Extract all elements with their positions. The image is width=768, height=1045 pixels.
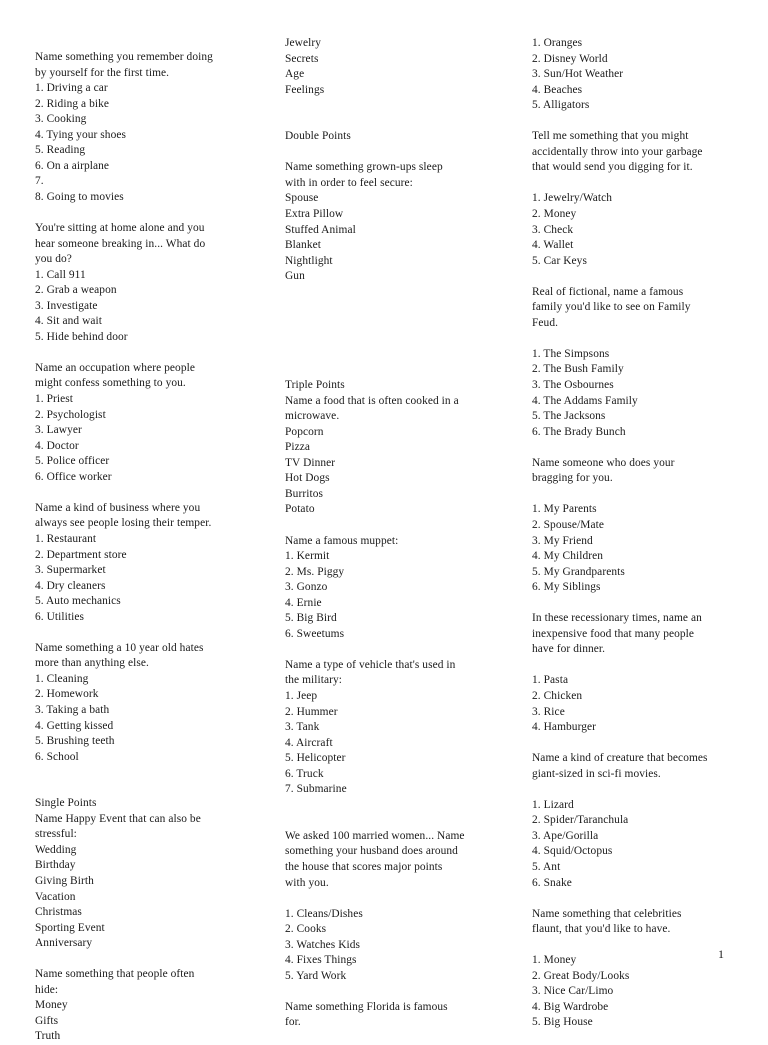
question-block <box>532 907 754 1031</box>
question-block <box>35 501 257 625</box>
answer-item: 2. Great Body/Looks <box>532 969 630 982</box>
question-block <box>532 751 754 891</box>
answer-item: 6. On a airplane <box>35 159 110 172</box>
vertical-spacer <box>285 642 507 658</box>
answer-item: 4. Sit and wait <box>35 315 103 328</box>
answer-item: Wedding <box>35 843 77 856</box>
answer-item: Vacation <box>35 890 76 903</box>
answer-item: 3. Nice Car/Limo <box>532 985 614 998</box>
answer-item: 1. Pasta <box>532 674 569 687</box>
answer-item: 2. Hummer <box>285 705 338 718</box>
answer-item: Feelings <box>285 83 325 96</box>
answer-item: Birthday <box>35 859 76 872</box>
answer-item: 3. Tank <box>285 721 320 734</box>
answer-item: 5. Hide behind door <box>35 330 128 343</box>
question-block <box>285 829 507 984</box>
answer-item: Hot Dogs <box>285 472 330 485</box>
answer-item: 4. Squid/Octopus <box>532 845 613 858</box>
question-block <box>285 534 507 643</box>
answer-item: 2. Homework <box>35 688 99 701</box>
answer-item: Gifts <box>35 1014 59 1027</box>
question-prompt-line: We asked 100 married women... Name <box>285 829 465 842</box>
column-top-offset <box>532 0 754 36</box>
answer-item: 4. Big Wardrobe <box>532 1000 609 1013</box>
answer-item: Popcorn <box>285 425 324 438</box>
question-prompt-line: more than anything else. <box>35 657 149 670</box>
question-prompt-line: family you'd like to see on Family <box>532 301 691 314</box>
answer-item: 2. Spider/Taranchula <box>532 814 629 827</box>
answer-item: 1. Restaurant <box>35 532 97 545</box>
question-prompt-line: Real of fictional, name a famous <box>532 285 684 298</box>
question-prompt-line: Feud. <box>532 316 559 329</box>
answer-item: 3. Investigate <box>35 299 98 312</box>
answer-item: Giving Birth <box>35 874 94 887</box>
answer-item: 4. Beaches <box>532 83 583 96</box>
answer-item: 1. Cleans/Dishes <box>285 907 363 920</box>
answer-item: Money <box>35 999 68 1012</box>
question-prompt-line: with you. <box>285 876 329 889</box>
vertical-spacer <box>532 736 754 752</box>
vertical-spacer <box>532 176 754 192</box>
vertical-spacer <box>532 658 754 674</box>
vertical-spacer <box>532 487 754 503</box>
vertical-spacer <box>532 440 754 456</box>
answer-item: 6. Snake <box>532 876 572 889</box>
answer-item: TV Dinner <box>285 456 336 469</box>
question-prompt-line: hear someone breaking in... What do <box>35 237 206 250</box>
question-prompt-line: Name something grown-ups sleep <box>285 161 443 174</box>
answer-item: 4. Tying your shoes <box>35 128 127 141</box>
question-prompt-line: Name someone who does your <box>532 456 675 469</box>
answer-item: 5. Auto mechanics <box>35 595 121 608</box>
answer-item: 3. Ape/Gorilla <box>532 829 599 842</box>
vertical-spacer <box>532 331 754 347</box>
answer-item: 7. Submarine <box>285 783 347 796</box>
question-prompt-line: have for dinner. <box>532 643 606 656</box>
question-prompt-line: giant-sized in sci-fi movies. <box>532 767 661 780</box>
answer-item: Secrets <box>285 52 319 65</box>
vertical-spacer <box>285 798 507 829</box>
vertical-spacer <box>35 765 257 796</box>
answer-item: 5. Big House <box>532 1016 593 1029</box>
vertical-spacer <box>285 285 507 378</box>
answer-item: 2. Spouse/Mate <box>532 518 604 531</box>
question-block <box>35 967 257 1045</box>
question-block <box>35 641 257 765</box>
question-prompt-line: flaunt, that you'd like to have. <box>532 923 671 936</box>
question-section <box>285 129 507 284</box>
question-prompt-line: the house that scores major points <box>285 861 443 873</box>
answer-item: 3. Taking a bath <box>35 703 110 716</box>
answer-item: 2. Ms. Piggy <box>285 565 345 578</box>
answer-item: Sporting Event <box>35 921 105 934</box>
question-block <box>35 221 257 345</box>
answer-item: 2. Psychologist <box>35 408 106 421</box>
answer-item: 5. Big Bird <box>285 612 337 625</box>
question-block <box>285 1000 507 1031</box>
answer-item: 1. Jeep <box>285 689 318 702</box>
question-prompt-line: that would send you digging for it. <box>532 161 693 174</box>
answer-item: 1. Lizard <box>532 798 574 811</box>
question-block <box>532 36 754 114</box>
vertical-spacer <box>35 345 257 361</box>
answer-item: 6. Office worker <box>35 470 112 483</box>
answer-item: 5. My Grandparents <box>532 565 625 578</box>
answer-item: 1. Call 911 <box>35 268 86 281</box>
vertical-spacer <box>35 625 257 641</box>
answer-item: 1. Priest <box>35 393 74 406</box>
question-prompt-line: stressful: <box>35 828 77 841</box>
answer-item: Jewelry <box>285 37 321 49</box>
answer-item: Blanket <box>285 239 321 252</box>
question-section <box>285 378 507 518</box>
section-heading: Triple Points <box>285 379 345 392</box>
question-prompt-line: Name Happy Event that can also be <box>35 812 201 825</box>
vertical-spacer <box>285 518 507 534</box>
answer-item: 6. Sweetums <box>285 627 345 640</box>
answer-item: 3. Supermarket <box>35 564 106 577</box>
answer-item: 3. Sun/Hot Weather <box>532 68 624 81</box>
question-prompt-line: Name a kind of creature that becomes <box>532 752 708 765</box>
vertical-spacer <box>285 984 507 1000</box>
answer-item: 1. Money <box>532 954 577 967</box>
answer-item: 5. Reading <box>35 144 86 157</box>
answer-item: 5. Alligators <box>532 99 590 112</box>
answer-item: 3. The Osbournes <box>532 379 614 392</box>
question-prompt-line: always see people losing their temper. <box>35 517 212 530</box>
question-prompt-line: Name something that celebrities <box>532 907 682 920</box>
vertical-spacer <box>35 485 257 501</box>
question-prompt-line: might confess something to you. <box>35 377 186 390</box>
question-prompt-line: Name an occupation where people <box>35 361 195 374</box>
answer-item: 1. Oranges <box>532 37 583 49</box>
answer-item: 4. Getting kissed <box>35 719 114 732</box>
answer-item: 3. Gonzo <box>285 581 328 594</box>
answer-item: 5. Police officer <box>35 455 110 468</box>
question-prompt-line: by yourself for the first time. <box>35 66 170 79</box>
question-prompt-line: inexpensive food that many people <box>532 627 695 640</box>
answer-item: 5. Brushing teeth <box>35 735 115 748</box>
question-prompt-line: You're sitting at home alone and you <box>35 222 205 235</box>
answer-item: 3. My Friend <box>532 534 593 547</box>
column-top-offset <box>285 0 507 36</box>
answer-item: 3. Check <box>532 223 574 236</box>
answer-item: 7. <box>35 175 44 188</box>
vertical-spacer <box>532 596 754 612</box>
answer-item: 4. Hamburger <box>532 721 597 734</box>
answer-item: 6. Utilities <box>35 610 85 623</box>
question-block <box>285 36 507 98</box>
answer-item: 8. Going to movies <box>35 190 124 203</box>
answer-item: 5. The Jacksons <box>532 410 606 423</box>
question-block <box>285 658 507 798</box>
answer-item: Nightlight <box>285 254 333 267</box>
vertical-spacer <box>285 891 507 907</box>
answer-item: 1. My Parents <box>532 503 597 516</box>
answer-item: 1. Driving a car <box>35 82 108 95</box>
question-prompt-line: Name a food that is often cooked in a <box>285 394 459 407</box>
question-prompt-line: Name something Florida is famous <box>285 1000 448 1013</box>
answer-item: 2. Riding a bike <box>35 97 110 110</box>
question-prompt-line: Tell me something that you might <box>532 130 689 143</box>
answer-item: 2. Disney World <box>532 52 608 65</box>
answer-item: 3. Cooking <box>35 113 87 126</box>
answer-item: Anniversary <box>35 937 93 950</box>
answer-item: 6. My Siblings <box>532 581 601 594</box>
question-prompt-line: with in order to feel secure: <box>285 176 413 189</box>
question-prompt-line: microwave. <box>285 410 340 423</box>
answer-item: 4. Dry cleaners <box>35 579 106 592</box>
answer-item: 5. Helicopter <box>285 752 346 765</box>
answer-item: Christmas <box>35 906 82 919</box>
answer-item: 1. Cleaning <box>35 672 89 685</box>
vertical-spacer <box>285 145 507 161</box>
answer-item: Gun <box>285 270 305 283</box>
answer-item: 2. Chicken <box>532 689 583 702</box>
answer-item: 1. Kermit <box>285 550 330 563</box>
answer-item: 4. Doctor <box>35 439 79 452</box>
answer-item: 4. Wallet <box>532 239 574 252</box>
question-block <box>532 285 754 440</box>
text-column-3 <box>532 0 754 1031</box>
answer-item: Burritos <box>285 487 323 500</box>
question-block <box>532 611 754 735</box>
answer-item: 4. My Children <box>532 550 604 563</box>
question-prompt-line: Name a famous muppet: <box>285 534 399 547</box>
answer-item: Pizza <box>285 441 311 454</box>
question-prompt-line: you do? <box>35 253 72 266</box>
question-prompt-line: for. <box>285 1016 301 1029</box>
question-prompt-line: Name a type of vehicle that's used in <box>285 658 456 671</box>
answer-item: 2. The Bush Family <box>532 363 624 376</box>
answer-item: 6. Truck <box>285 767 324 780</box>
answer-item: 2. Cooks <box>285 923 327 936</box>
answer-item: 1. The Simpsons <box>532 347 610 360</box>
section-heading: Double Points <box>285 130 351 143</box>
question-prompt-line: hide: <box>35 983 59 996</box>
answer-item: Stuffed Animal <box>285 223 356 236</box>
answer-item: Truth <box>35 1030 61 1043</box>
vertical-spacer <box>35 205 257 221</box>
answer-item: 4. Ernie <box>285 596 322 609</box>
question-prompt-line: something your husband does around <box>285 845 458 858</box>
vertical-spacer <box>35 952 257 968</box>
vertical-spacer <box>532 891 754 907</box>
answer-item: Extra Pillow <box>285 208 344 221</box>
question-prompt-line: accidentally throw into your garbage <box>532 145 703 158</box>
answer-item: 5. Ant <box>532 860 561 873</box>
answer-item: 5. Car Keys <box>532 254 587 267</box>
vertical-spacer <box>532 782 754 798</box>
answer-item: 6. School <box>35 750 79 763</box>
question-prompt-line: In these recessionary times, name an <box>532 612 702 625</box>
answer-item: Spouse <box>285 192 319 205</box>
answer-item: 2. Department store <box>35 548 127 561</box>
text-column-1 <box>35 0 257 1045</box>
question-block <box>35 361 257 485</box>
section-heading: Single Points <box>35 797 97 810</box>
answer-item: 2. Grab a weapon <box>35 284 117 297</box>
answer-item: 3. Watches Kids <box>285 938 361 951</box>
question-section <box>35 796 257 951</box>
answer-item: 3. Lawyer <box>35 424 82 437</box>
question-block <box>532 456 754 596</box>
vertical-spacer <box>532 269 754 285</box>
question-prompt-line: Name something a 10 year old hates <box>35 641 204 654</box>
question-prompt-line: bragging for you. <box>532 472 613 485</box>
answer-item: Potato <box>285 503 315 516</box>
question-prompt-line: the military: <box>285 674 343 687</box>
text-column-2 <box>285 0 507 1031</box>
question-prompt-line: Name a kind of business where you <box>35 501 201 514</box>
vertical-spacer <box>532 114 754 130</box>
question-block <box>532 129 754 269</box>
answer-item: 6. The Brady Bunch <box>532 425 626 438</box>
answer-item: 5. Yard Work <box>285 969 347 982</box>
answer-item: 3. Rice <box>532 705 565 718</box>
question-prompt-line: Name something that people often <box>35 968 195 981</box>
vertical-spacer <box>285 98 507 129</box>
question-block <box>35 50 257 205</box>
question-prompt-line: Name something you remember doing <box>35 51 213 63</box>
page-number: 1 <box>718 947 724 961</box>
answer-item: 4. Fixes Things <box>285 954 357 967</box>
answer-item: 1. Jewelry/Watch <box>532 192 613 205</box>
column-top-offset <box>35 0 257 50</box>
answer-item: Age <box>285 68 305 81</box>
answer-item: 4. The Addams Family <box>532 394 638 407</box>
answer-item: 4. Aircraft <box>285 736 333 749</box>
answer-item: 2. Money <box>532 208 577 221</box>
